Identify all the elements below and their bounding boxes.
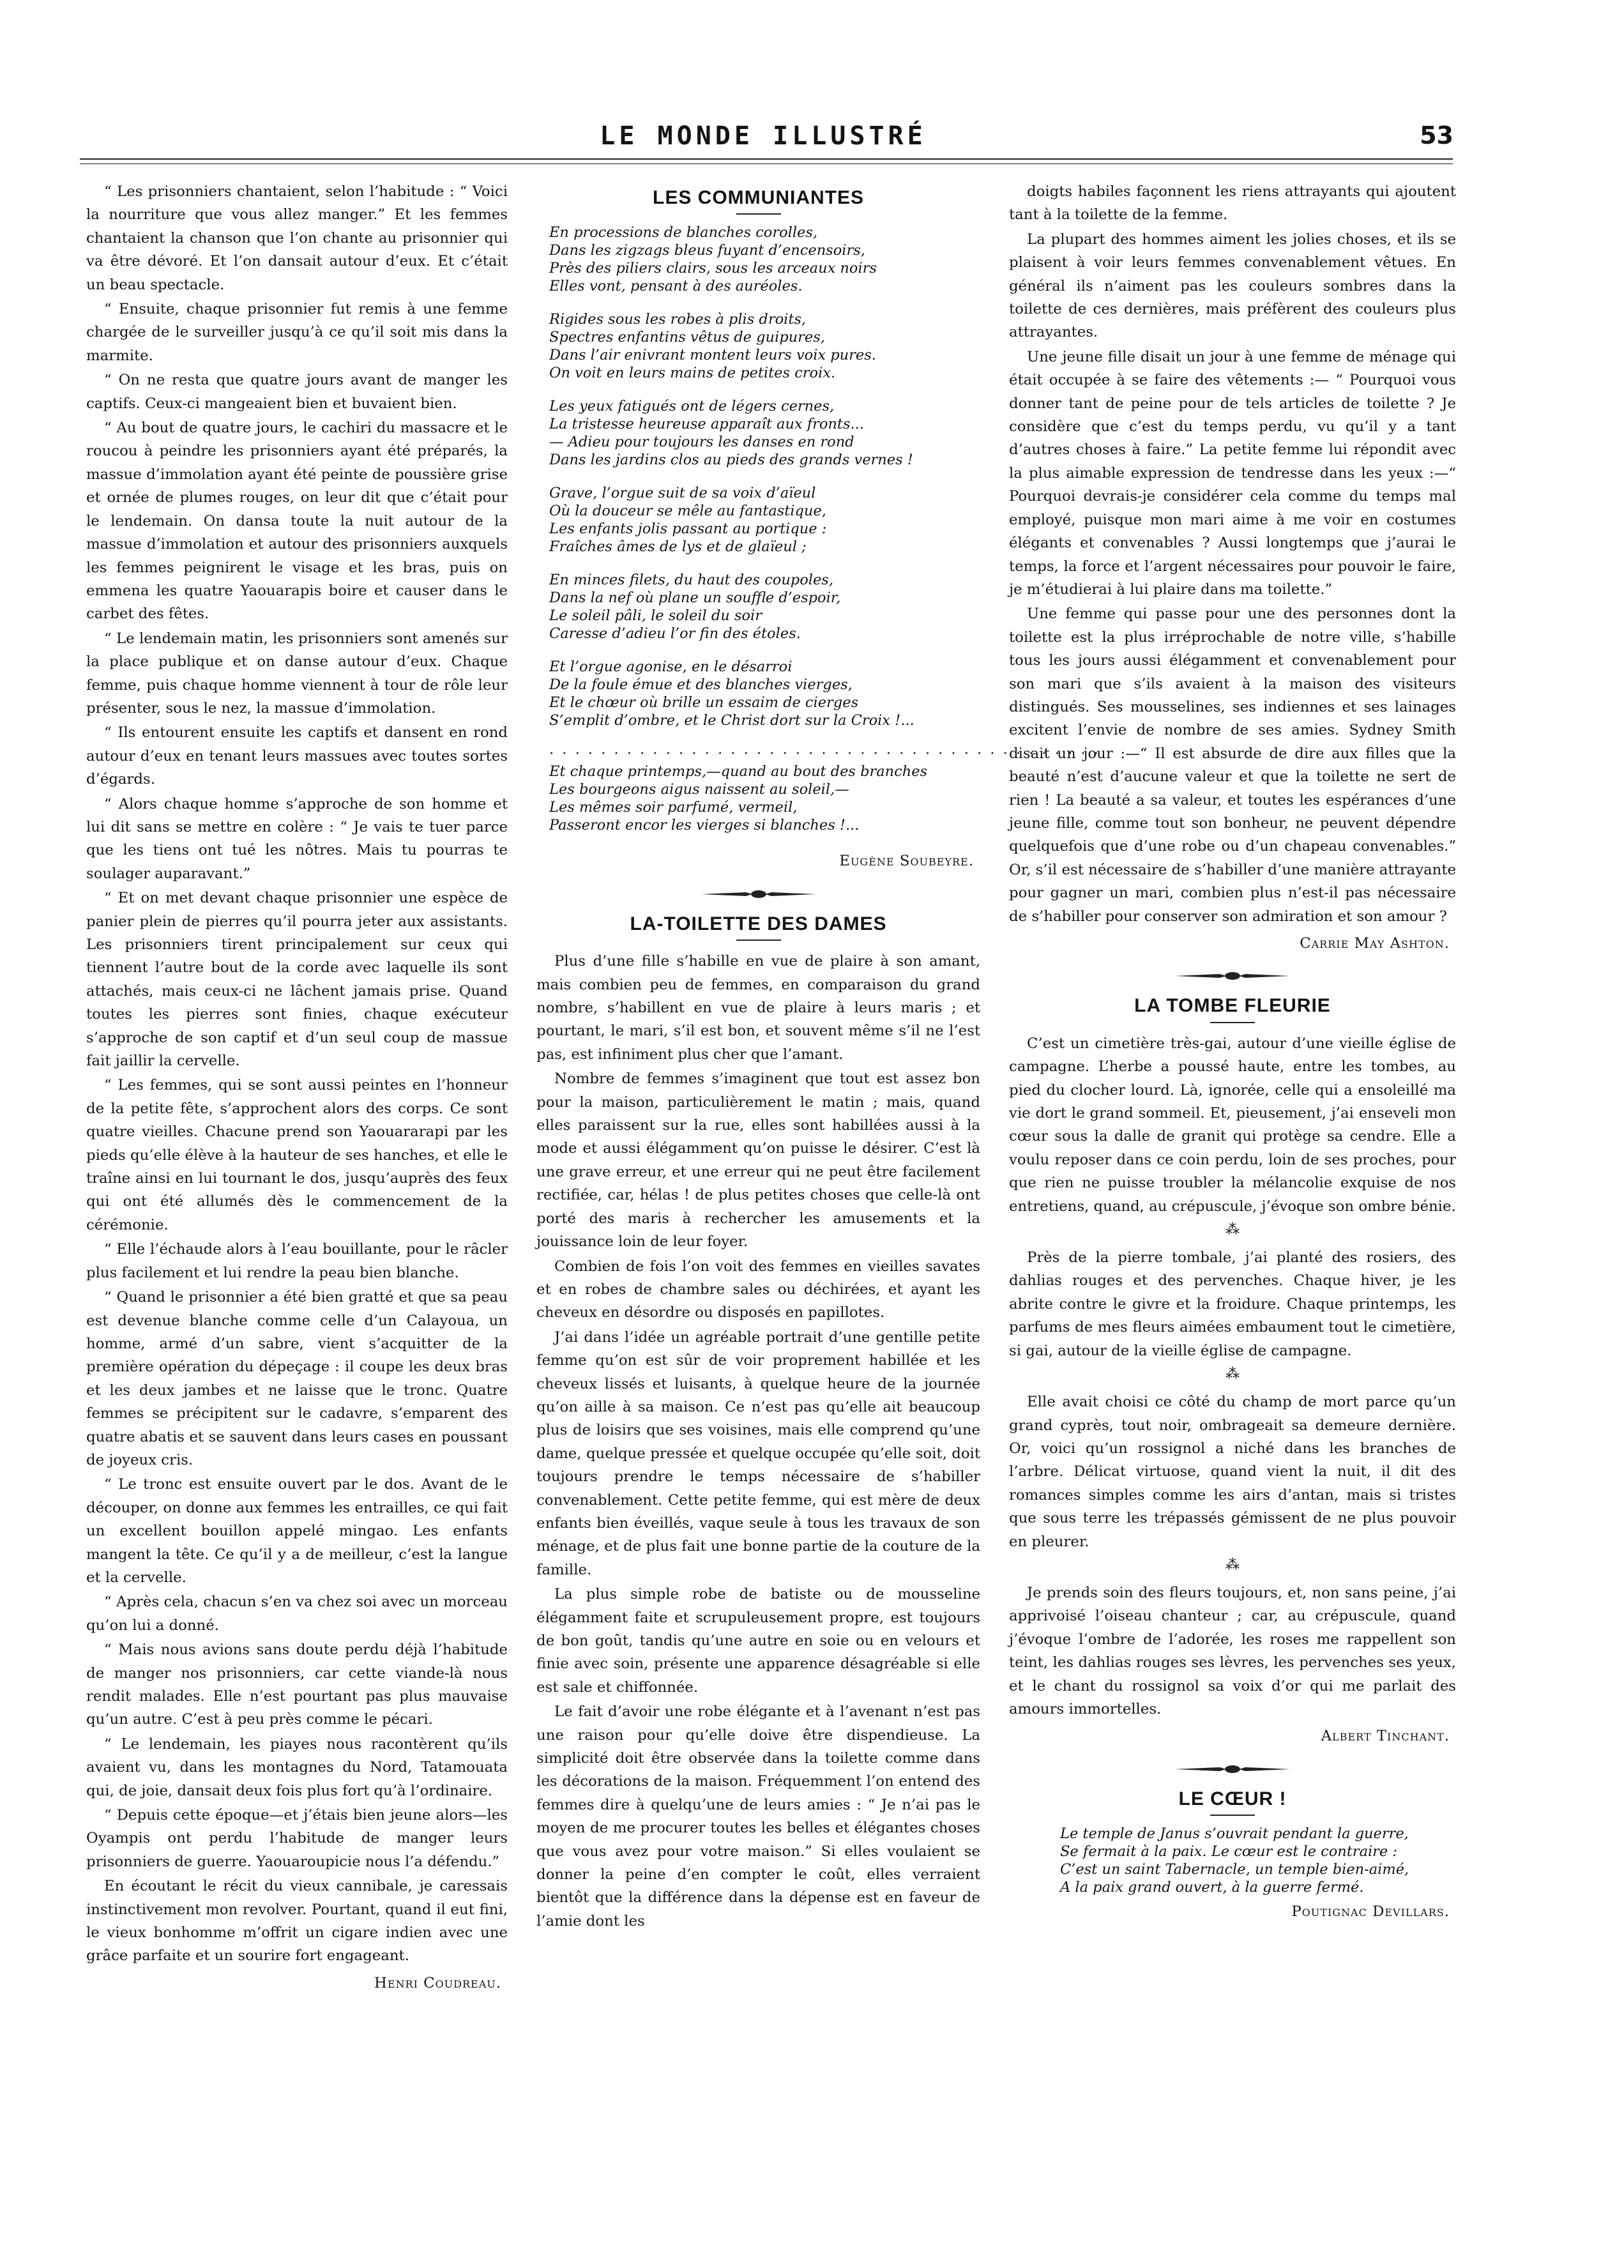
section-stars: ⁂ — [1226, 1556, 1240, 1573]
poem-line: Rigides sous les robes à plis droits, — [549, 311, 807, 328]
poem-stanza — [549, 763, 980, 834]
poem-line: Caresse d’adieu l’or fin des étoles. — [549, 625, 801, 643]
paragraph: “ Alors chaque homme s’approche de son homme et lui dit sans se mettre en colère : “ Je vais te tuer parce que les tiens ont tué les nôtres. Mais tu pourras te soulager auparavant.” — [86, 795, 508, 882]
title-underline — [736, 213, 781, 215]
poem-line: Le temple de Janus s’ouvrait pendant la guerre, — [1060, 1825, 1409, 1843]
poem-line: Les bourgeons aigus naissent au soleil,— — [549, 781, 849, 798]
paragraph: “ Et on met devant chaque prisonnier une espèce de panier plein de pierres qu’il pourra jeter aux assistants. Les prisonniers tirent principalement sur ceux qui tiennent l’autre bout de la corde avec laquelle ils sont attachés, mais ceux-ci ne lâchent jamais prise. Quand toutes les pierres sont finies, chaque exécuteur s’approche de son captif et d’un seul coup de massue fait jaillir la cervelle. — [86, 890, 508, 1070]
paragraph: “ Après cela, chacun s’en va chez soi avec un morceau qu’on lui a donné. — [86, 1594, 508, 1634]
newspaper-title: LE MONDE ILLUSTRÉ — [600, 121, 927, 151]
paragraph: Le fait d’avoir une robe élégante et à l’avenant n’est pas une raison pour qu’elle doive être dispendieuse. La simplicité doit être observée dans la toilette comme dans les décorations de la maison. Fréquemment l’on entend des femmes dire à quelqu’une de leurs amies : “ Je n’ai pas le moyen de me procurer toutes les belles et élégantes choses que vous avez pour votre maison.” Si elles voulaient se donner la peine d’en compter le coût, elles verraient bientôt que la différence dans la dépense est en faveur de l’amie dont les — [536, 1703, 980, 1929]
poem-line: Et le chœur où brille un essaim de cierges — [549, 694, 859, 712]
column-left — [86, 180, 508, 1995]
poem-line: A la paix grand ouvert, à la guerre fermé. — [1060, 1879, 1364, 1896]
col1-body — [86, 180, 508, 1968]
poem-line: S’emplit d’ombre, et le Christ dort sur la Croix !... — [549, 712, 914, 729]
paragraph: “ Les femmes, qui se sont aussi peintes en l’honneur de la petite fête, s’approchent alors des corps. Ce sont quatre vieilles. Chacune prend son Yaouararapi par les pieds qu’elle élève à la hauteur de ses hanches, et elle le traîne ainsi en lui tournant le dos, jusqu’auprès des feux qui ont été allumés dès le commencement de la cérémonie. — [86, 1077, 508, 1233]
poem-line: Le soleil pâli, le soleil du soir — [549, 607, 762, 625]
poem-line: Et chaque printemps,—quand au bout des branches — [549, 763, 928, 780]
paragraph: “ Ils entourent ensuite les captifs et dansent en rond autour d’eux en tenant leurs massues avec toutes sortes d’égards. — [86, 724, 508, 788]
poem-stanza — [549, 310, 980, 382]
poem-line: La tristesse heureuse apparaît aux fronts... — [549, 416, 864, 433]
article-title-tombe: LA TOMBE FLEURIE — [1134, 995, 1331, 1017]
paragraph: “ Le tronc est ensuite ouvert par le dos. Avant de le découper, on donne aux femmes les entrailles, ce qui fait un excellent bouillon appelé mingao. Les enfants mangent la tête. Ce qu’il y a de meilleur, c’est la langue et la cervelle. — [86, 1476, 508, 1586]
header-rule-top — [80, 158, 1453, 160]
poem-line: En processions de blanches corolles, — [549, 224, 818, 241]
paragraph: En écoutant le récit du vieux cannibale, je caressais instinctivement mon revolver. Pourtant, quand il eut fini, le vieux bonhomme m’offrit un cigare indien avec une grâce parfaite et un sourire fort engageant. — [86, 1878, 508, 1965]
poem-line: En minces filets, du haut des coupoles, — [549, 572, 833, 589]
poem-line: Spectres enfantins vêtus de guipures, — [549, 329, 825, 346]
poem-stanza — [549, 397, 980, 469]
section-stars: ⁂ — [1226, 1366, 1240, 1383]
fleuron-divider — [536, 890, 980, 899]
poem-coeur — [1009, 1825, 1456, 1896]
signature-tinchant: Albert Tinchant. — [1321, 1728, 1450, 1745]
poem-line: On voit en leurs mains de petites croix. — [549, 365, 836, 382]
poem-line: Et l’orgue agonise, en le désarroi — [549, 658, 793, 676]
title-underline — [736, 940, 781, 941]
poem-communiantes — [536, 224, 1100, 834]
paragraph: “ Ensuite, chaque prisonnier fut remis à une femme chargée de le surveiller jusqu’à ce qu’il soit mis dans la marmite. — [86, 301, 508, 364]
poem-line: Les enfants jolis passant au portique : — [549, 521, 827, 538]
poem-line: Où la douceur se mêle au fantastique, — [549, 503, 826, 520]
toilette-body — [536, 950, 980, 1933]
paragraph: “ Le lendemain, les piayes nous racontèrent qu’ils avaient vu, dans les montagnes du Nord, Tatamouata qui, de joie, dansait deux fois plus fort qu’à l’ordinaire. — [86, 1735, 508, 1799]
poem-stanza — [549, 484, 980, 556]
paragraph: Je prends soin des fleurs toujours, et, non sans peine, j’ai apprivoisé l’oiseau chanteur ; car, au crépuscule, quand j’évoque l’ombre de l’adorée, les roses me rappellent son teint, les dahlias rouges ses lèvres, les pervenches ses yeux, et le chant du rossignol sa voix d’or qui me parlait des amours immortelles. — [1009, 1584, 1456, 1717]
paragraph: La plus simple robe de batiste ou de mousseline élégamment faite et scrupuleusement propre, est toujours de bon goût, tandis qu’une autre en soie ou en velours et finie avec soin, présente une apparence désagréable si elle est sale et chiffonnée. — [536, 1586, 980, 1696]
paragraph: Près de la pierre tombale, j’ai planté des rosiers, des dahlias rouges et des pervenches. Chaque hiver, je les abrite contre le givre et la froidure. Chaque printemps, les parfums de mes fleurs aimées embaument tout le cimetière, si gai, autour de la vieille église de campagne. — [1009, 1249, 1456, 1359]
paragraph: Une jeune fille disait un jour à une femme de ménage qui était occupée à se faire des vêtements :— “ Pourquoi vous donner tant de peine pour de tels articles de toilette ? Je considère que c’est du temps perdu, vu qu’il y a tant d’autres choses à faire.” La petite femme lui répondit avec la plus aimable expression de tendresse dans les yeux :—“ Pourquoi devrais-je considérer cela comme du temps mal employé, puisque mon mari aime à me voir en costumes élégants et convenables ? Aussi longtemps que j’aurai le temps, la force et l’argent nécessaires pour pouvoir le faire, je m’étudierai à lui plaire dans ma toilette.” — [1009, 348, 1456, 598]
poem-line: Se fermait à la paix. Le cœur est le contraire : — [1060, 1843, 1397, 1861]
poem-line: Les mêmes soir parfumé, vermeil, — [549, 799, 798, 816]
article-title-coeur: LE CŒUR ! — [1178, 1788, 1287, 1809]
section-stars: ⁂ — [1226, 1222, 1240, 1238]
tombe-body — [1009, 1032, 1456, 1721]
poem-line: Passeront encor les vierges si blanches !... — [549, 817, 860, 834]
column-right — [1009, 180, 1456, 1924]
paragraph: Combien de fois l’on voit des femmes en vieilles savates et en robes de chambre sales ou déchirées, et ayant les cheveux en désordre ou disposés en papillotes. — [536, 1258, 980, 1321]
col3-body — [1009, 180, 1456, 928]
page-header — [77, 121, 1453, 153]
paragraph: “ Quand le prisonnier a été bien gratté et que sa peau est devenue blanche comme celle d’un Calayoua, un homme, armé d’un sabre, vient s’acquitter de la première opération du dépeçage : il coupe les deux bras et les deux jambes et ne laisse que le tronc. Quatre femmes se précipitent sur le cadavre, s’emparent des quatre abatis et se sauvent dans leurs cases en poussant de joyeux cris. — [86, 1289, 508, 1468]
signature-soubeyre: Eugène Soubeyre. — [839, 853, 974, 870]
poem-line: Près des piliers clairs, sous les arceaux noirs — [549, 260, 877, 277]
paragraph: “ Elle l’échaude alors à l’eau bouillante, pour le râcler plus facilement et lui rendre la peau bien blanche. — [86, 1241, 508, 1281]
poem-line: Dans les zigzags bleus fuyant d’encensoirs, — [549, 242, 865, 259]
poem-line: Les yeux fatigués ont de légers cernes, — [549, 398, 835, 415]
signature-ashton: Carrie May Ashton. — [1300, 935, 1450, 952]
paragraph: Nombre de femmes s’imaginent que tout est assez bon pour la maison, particulièrement le matin ; mais, quand elles paraissent sur la rue, elles sont habillées aussi à la mode et aussi élégamment qu’on puisse le désirer. C’est là une grave erreur, et une erreur qui ne peut être facilement rectifiée, car, hélas ! de plus petites choses que celle-là ont porté des maris à rechercher les amusements et la jouissance loin de leur foyer. — [536, 1070, 980, 1251]
title-underline — [1210, 1022, 1255, 1023]
column-middle — [536, 180, 1100, 1934]
paragraph: La plupart des hommes aiment les jolies choses, et ils se plaisent à voir leurs femmes convenablement vêtues. En général ils n’aiment pas les couleurs sombres dans la toilette de ces dernières, mais préfèrent des couleurs plus attrayantes. — [1009, 231, 1456, 341]
paragraph: “ Au bout de quatre jours, le cachiri du massacre et le roucou à peindre les prisonniers ayant été préparés, la massue d’immolation ayant été peinte de poussière grise et ornée de plumes rouges, on leur dit que c’était pour le lendemain. On dansa toute la nuit autour de la massue d’immolation et autour des prisonniers auxquels les femmes peignirent le visage et les bras, puis on emmena les quatre Yaouarapis boire et causer dans le carbet des fêtes. — [86, 420, 508, 623]
poem-line: C’est un saint Tabernacle, un temple bien-aimé, — [1060, 1861, 1409, 1878]
fleuron-divider — [1009, 971, 1456, 980]
poem-stanza — [549, 658, 980, 729]
paragraph: “ On ne resta que quatre jours avant de manger les captifs. Ceux-ci mangeaient bien et buvaient bien. — [86, 372, 508, 412]
paragraph: “ Les prisonniers chantaient, selon l’habitude : “ Voici la nourriture que vous allez manger.” Et les femmes chantaient la chanson que l’on chante au prisonnier qui va être dévoré. Et l’on dansait autour d’eux. Et c’était un beau spectacle. — [86, 183, 508, 293]
fleuron-divider — [1009, 1765, 1456, 1774]
poem-line: Dans l’air enivrant montent leurs voix pures. — [549, 347, 876, 364]
poem-line: Grave, l’orgue suit de sa voix d’aïeul — [549, 485, 816, 502]
paragraph: “ Le lendemain matin, les prisonniers sont amenés sur la place publique et on danse autour d’eux. Chaque femme, puis chaque homme viennent à tour de rôle leur présenter, sous le nez, la massue d’immolation. — [86, 630, 508, 717]
title-underline — [1210, 1815, 1255, 1816]
paragraph: C’est un cimetière très-gai, autour d’une vieille église de campagne. L’herbe a poussé haute, entre les tombes, au pied du clocher lourd. Là, ignorée, celle qui a ensoleillé ma vie dort le grand sommeil. Et, pieusement, j’ai enseveli mon cœur sous la dalle de granit qui protège sa cendre. Elle a voulu reposer dans ce coin perdu, loin de ses proches, pour que rien ne puisse troubler la mélancolie exquise de nos entretiens, quand, au crépuscule, j’évoque son ombre bénie. — [1009, 1035, 1456, 1215]
page-number: 53 — [1420, 121, 1453, 149]
paragraph: “ Depuis cette époque—et j’étais bien jeune alors—les Oyampis ont perdu l’habitude de manger leurs prisonniers de guerre. Yaouaroupicie nous l’a défendu.” — [86, 1807, 508, 1870]
paragraph: doigts habiles façonnent les riens attrayants qui ajoutent tant à la toilette de la femme. — [1009, 183, 1456, 224]
article-title-communiantes: LES COMMUNIANTES — [653, 187, 864, 208]
poem-stanza — [549, 571, 980, 643]
poem-line: Dans la nef où plane un souffle d’espoir, — [549, 590, 841, 607]
paragraph: J’ai dans l’idée un agréable portrait d’une gentille petite femme qu’on est sûr de voir proprement habillée et les cheveux lissés et luisants, à quelque heure de la journée qu’on aille à sa maison. Ce n’est pas qu’elle ait beaucoup plus de loisirs que ses voisines, mais elle comprend qu’une dame, quelque pressée et quelque occupée qu’elle soit, doit toujours prendre le temps nécessaire de s’habiller convenablement. Cette petite femme, qui est mère de deux enfants bien éveillés, vaque seule à tous les travaux de son ménage, et de plus fait une bonne partie de la couture de la famille. — [536, 1328, 980, 1578]
paragraph: Plus d’une fille s’habille en vue de plaire à son amant, mais combien peu de femmes, en comparaison du grand nombre, s’habillent en vue de plaire à leurs maris ; et pourtant, le mari, s’il est bon, et souvent même s’il ne l’est pas, est infiniment plus cher que l’amant. — [536, 953, 980, 1063]
article-title-toilette: LA-TOILETTE DES DAMES — [630, 913, 887, 934]
signature-devillars: Poutignac Devillars. — [1291, 1903, 1450, 1921]
signature-coudreau: Henri Coudreau. — [374, 1974, 501, 1991]
dotted-separator: · · · · · · · · · · · · · · · · · · · · · · · · · · · · · · · · · · · · · · · · · · · — [549, 745, 1100, 763]
paragraph: Une femme qui passe pour une des personnes dont la toilette est la plus irréprochable de notre ville, s’habille tous les jours aussi élégamment et convenablement pour son mari que s’ils avaient à la maison des visiteurs distingués. Ses mousselines, ses indiennes et ses lainages excitent l’envie de nombre de ses amies. Sydney Smith disait un jour :—“ Il est absurde de dire aux filles que la beauté n’est d’aucune valeur et que la toilette ne sert de rien ! La beauté a sa valeur, et toutes les espérances d’une jeune fille, comme tout son bonheur, ne peuvent dépendre quelquefois que d’une robe ou d’un chapeau convenables.” Or, s’il est nécessaire de s’habiller d’une manière attrayante pour gagner un mari, combien plus n’est-il pas nécessaire de s’habiller pour conserver son admiration et son amour ? — [1009, 605, 1456, 925]
poem-line: Elles vont, pensant à des auréoles. — [549, 278, 803, 295]
poem-line: Fraîches âmes de lys et de glaïeul ; — [549, 538, 807, 556]
poem-line: Dans les jardins clos au pieds des grands vernes ! — [549, 452, 913, 469]
poem-line: De la foule émue et des blanches vierges, — [549, 676, 853, 694]
paragraph: “ Mais nous avions sans doute perdu déjà l’habitude de manger nos prisonniers, car cette viande-là nous rendit malades. Elle n’est pourtant pas plus mauvaise qu’un autre. C’est à peu près comme le pécari. — [86, 1641, 508, 1728]
poem-stanza — [549, 224, 980, 295]
poem-line: — Adieu pour toujours les danses en rond — [549, 434, 854, 451]
paragraph: Elle avait choisi ce côté du champ de mort parce qu’un grand cyprès, tout noir, ombrageait sa demeure dernière. Or, voici qu’un rossignol a niché dans les branches de l’arbre. Délicat virtuose, quand vient la nuit, il dit des romances simples comme les airs d’antan, mais si tristes que sous terre les trépassés gémissent de ne plus pouvoir en pleurer. — [1009, 1394, 1456, 1550]
